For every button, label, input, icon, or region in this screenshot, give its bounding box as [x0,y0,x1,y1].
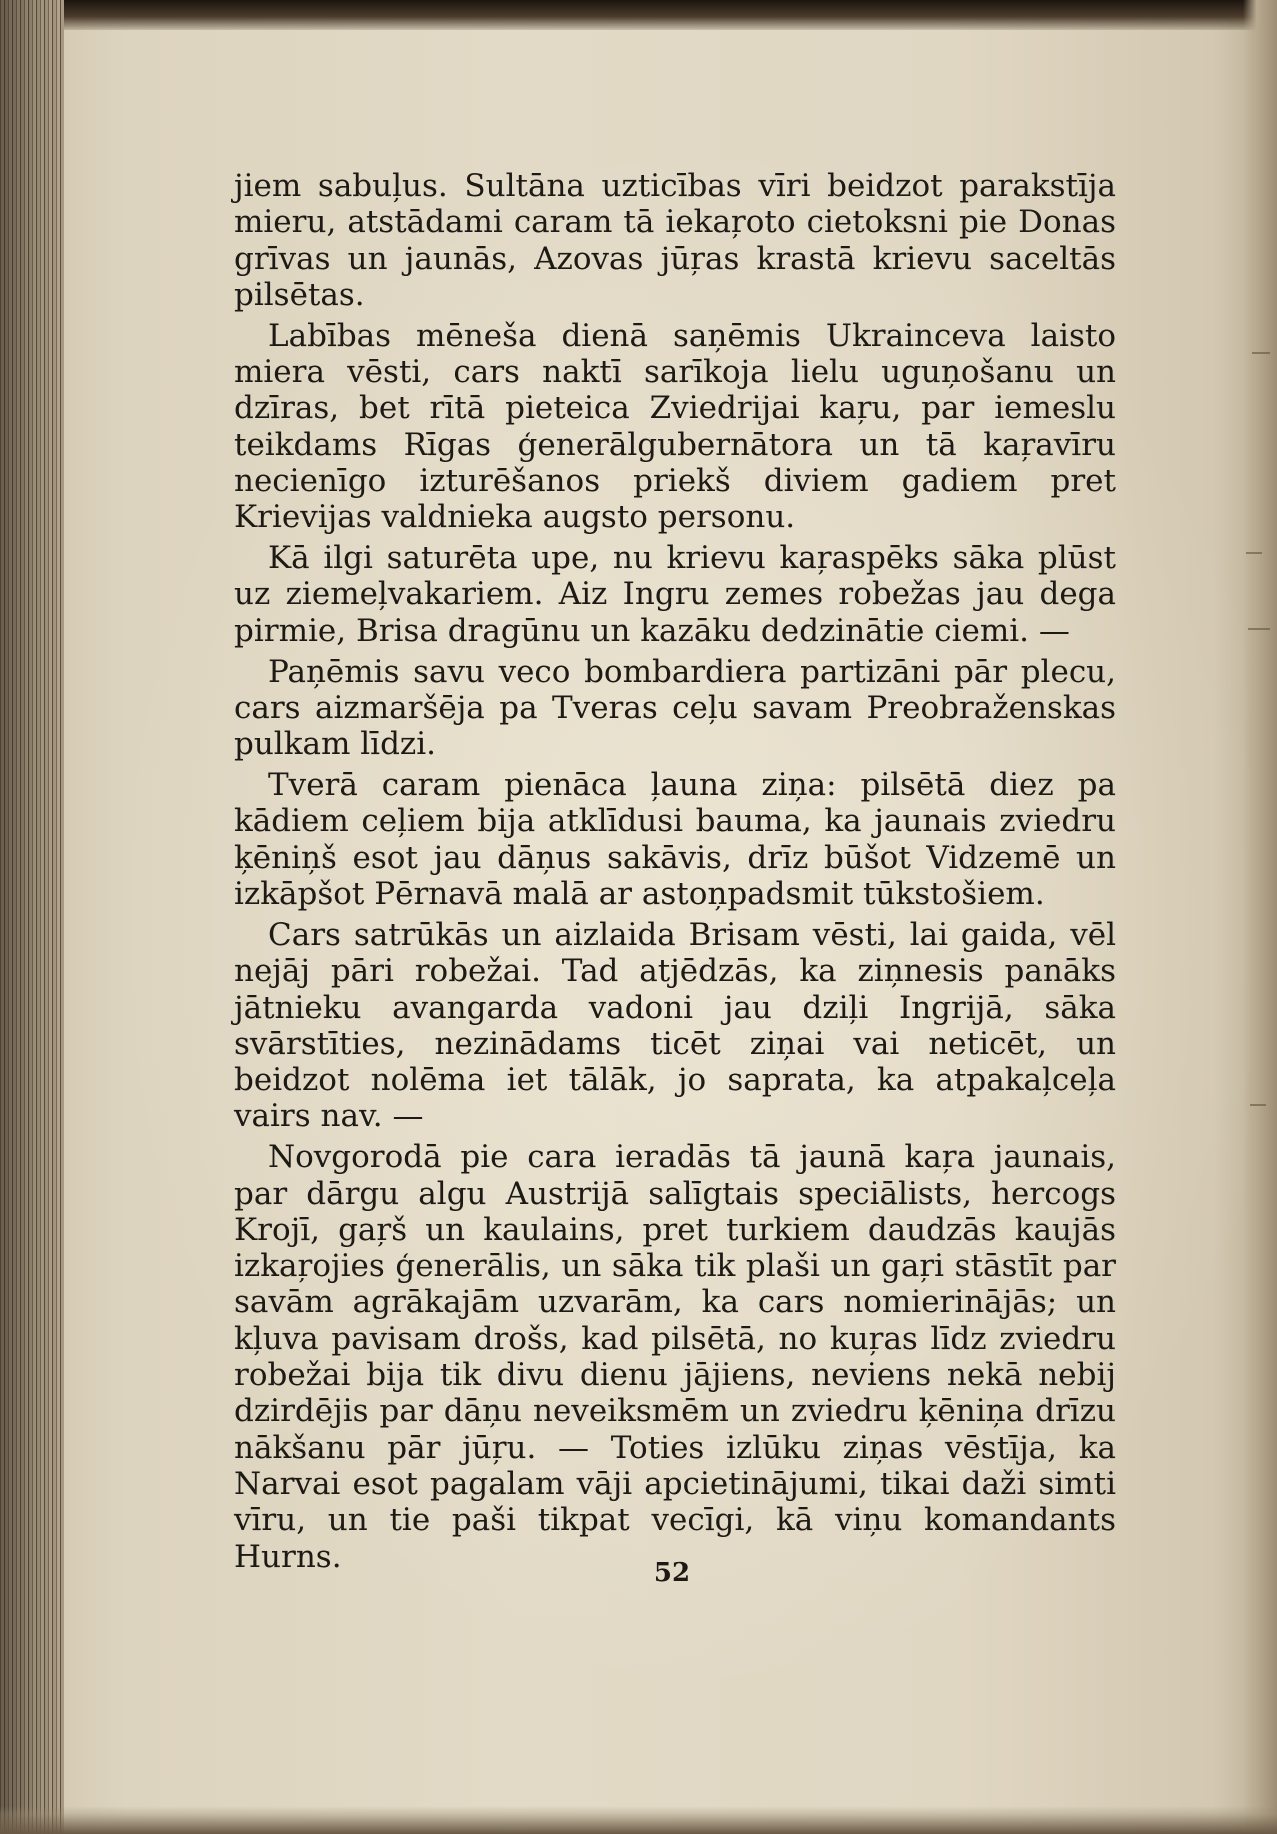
paragraph: Paņēmis savu veco bombardiera partizāni pār plecu, cars aizmaršēja pa Tveras ceļu savam Preobraženskas pulkam līdzi. [234,653,1116,763]
paragraph: Labības mēneša dienā saņēmis Ukrainceva laisto miera vēsti, cars naktī sarīkoja lielu uguņošanu un dzīras, bet rītā pieteica Zviedrijai kaŗu, par iemeslu teikdams Rīgas ģenerālgubernātora un tā kaŗavīru necienīgo izturēšanos priekš diviem gadiem pret Krievijas valdnieka augsto personu. [234,317,1116,536]
paragraph: Cars satrūkās un aizlaida Brisam vēsti, lai gaida, vēl nejāj pāri robežai. Tad atjēdzās, ka ziņnesis panāks jātnieku avangarda vadoni jau dziļi Ingrijā, sāka svārstīties, nezinādams ticēt ziņai vai neticēt, un beidzot nolēma iet tālāk, jo saprata, ka atpakaļceļa vairs nav. — [234,916,1116,1135]
paragraph: Kā ilgi saturēta upe, nu krievu kaŗaspēks sāka plūst uz ziemeļvakariem. Aiz Ingru zemes robežas jau dega pirmie, Brisa dragūnu un kazāku dedzinātie ciemi. — [234,540,1116,649]
page-top-edge [0,0,1277,30]
paragraph: jiem sabuļus. Sultāna uzticības vīri beidzot parakstīja mieru, atstādami caram tā iekaŗoto cietoksni pie Donas grīvas un jaunās, Azovas jūŗas krastā krievu saceltās pilsētas. [234,168,1116,313]
page-bottom-edge [0,1806,1277,1834]
page-stack-shadow [0,0,64,1834]
margin-mark [1252,352,1270,354]
page-number: 52 [653,1558,691,1588]
margin-mark [1246,552,1262,554]
paragraph: Tverā caram pienāca ļauna ziņa: pilsētā diez pa kādiem ceļiem bija atklīdusi bauma, ka jaunais zviedru ķēniņš esot jau dāņus sakāvis, drīz būšot Vidzemē un izkāpšot Pērnavā malā ar astoņpadsmit tūkstošiem. [234,767,1116,913]
margin-mark [1248,628,1270,630]
body-text [234,168,1116,1575]
margin-mark [1250,1104,1266,1106]
paragraph: Novgorodā pie cara ieradās tā jaunā kaŗa jaunais, par dārgu algu Austrijā salīgtais speciālists, hercogs Krojī, gaŗš un kaulains, pret turkiem daudzās kaujās izkaŗojies ģenerālis, un sāka tik plaši un gaŗi stāstīt par savām agrākajām uzvarām, ka cars nomierinājās; un kļuva pavisam drošs, kad pilsētā, no kuŗas līdz zviedru robežai bija tik divu dienu jājiens, neviens nekā nebij dzirdējis par dāņu neveiksmēm un zviedru ķēniņa drīzu nākšanu pār jūŗu. — Toties izlūku ziņas vēstīja, ka Narvai esot pagalam vāji apcietinājumi, tikai daži simti vīru, un tie paši tikpat vecīgi, kā viņu komandants Hurns. [234,1139,1116,1575]
page-right-edge [1243,0,1277,1834]
